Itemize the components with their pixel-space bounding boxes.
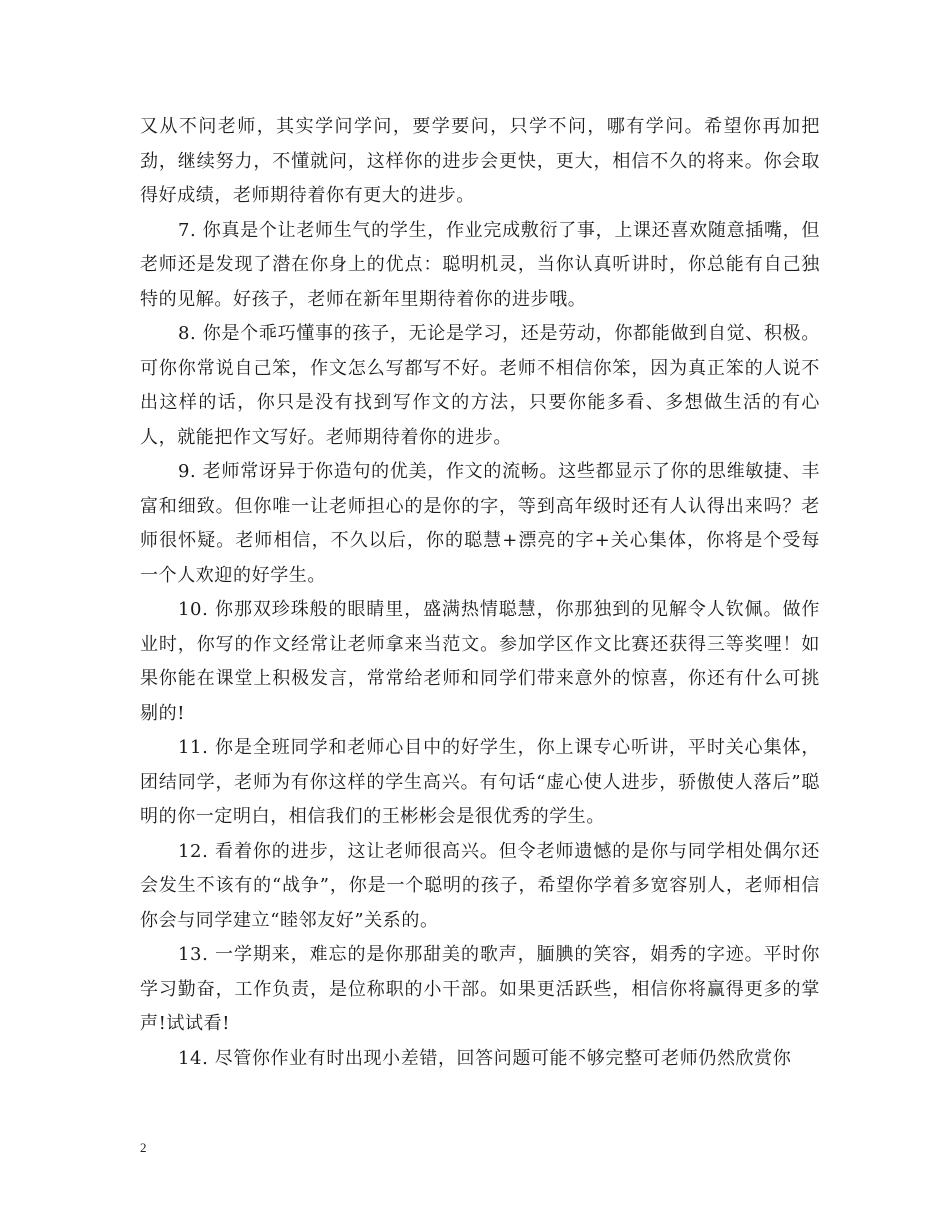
paragraph-item-7: 7. 你真是个让老师生气的学生，作业完成敷衍了事，上课还喜欢随意插嘴，但老师还是发现了潜在你身上的优点：聪明机灵，当你认真听讲时，你总能有自己独特的见解。好孩子，老师在新年里期待着你的进步哦。 bbox=[140, 219, 820, 310]
page-number: 2 bbox=[140, 1140, 147, 1155]
paragraph-item-13: 13. 一学期来，难忘的是你那甜美的歌声，腼腆的笑容，娟秀的字迹。平时你学习勤奋，工作负责，是位称职的小干部。如果更活跃些，相信你将赢得更多的掌声!试试看! bbox=[140, 944, 820, 1034]
paragraph-item-14: 14. 尽管你作业有时出现小差错，回答问题可能不够完整可老师仍然欣赏你 bbox=[178, 1047, 792, 1069]
document-body bbox=[140, 110, 820, 1076]
paragraph-item-8: 8. 你是个乖巧懂事的孩子，无论是学习，还是劳动，你都能做到自觉、积极。可你你常说自己笨，作文怎么写都写不好。老师不相信你笨，因为真正笨的人说不出这样的话，你只是没有找到写作文的方法，只要你能多看、多想做生活的有心人，就能把作文写好。老师期待着你的进步。 bbox=[140, 323, 820, 448]
paragraph-continuation: 又从不问老师，其实学问学问，要学要问，只学不问，哪有学问。希望你再加把劲，继续努力，不懂就问，这样你的进步会更快，更大，相信不久的将来。你会取得好成绩，老师期待着你有更大的进步。 bbox=[140, 116, 820, 206]
paragraph-item-12: 12. 看着你的进步，这让老师很高兴。但令老师遗憾的是你与同学相处偶尔还会发生不该有的“战争”，你是一个聪明的孩子，希望你学着多宽容别人，老师相信你会与同学建立“睦邻友好”关系的。 bbox=[140, 840, 820, 931]
paragraph-item-10: 10. 你那双珍珠般的眼睛里，盛满热情聪慧，你那独到的见解令人钦佩。做作业时，你写的作文经常让老师拿来当范文。参加学区作文比赛还获得三等奖哩！如果你能在课堂上积极发言，常常给老师和同学们带来意外的惊喜，你还有什么可挑剔的! bbox=[140, 599, 820, 724]
paragraph-item-11: 11. 你是全班同学和老师心目中的好学生，你上课专心听讲，平时关心集体，团结同学，老师为有你这样的学生高兴。有句话“虚心使人进步，骄傲使人落后”聪明的你一定明白，相信我们的王彬彬会是很优秀的学生。 bbox=[140, 737, 820, 827]
paragraph-item-9: 9. 老师常讶异于你造句的优美，作文的流畅。这些都显示了你的思维敏捷、丰富和细致。但你唯一让老师担心的是你的字，等到高年级时还有人认得出来吗？老师很怀疑。老师相信，不久以后，你的聪慧+漂亮的字+关心集体，你将是个受每一个人欢迎的好学生。 bbox=[140, 461, 820, 586]
